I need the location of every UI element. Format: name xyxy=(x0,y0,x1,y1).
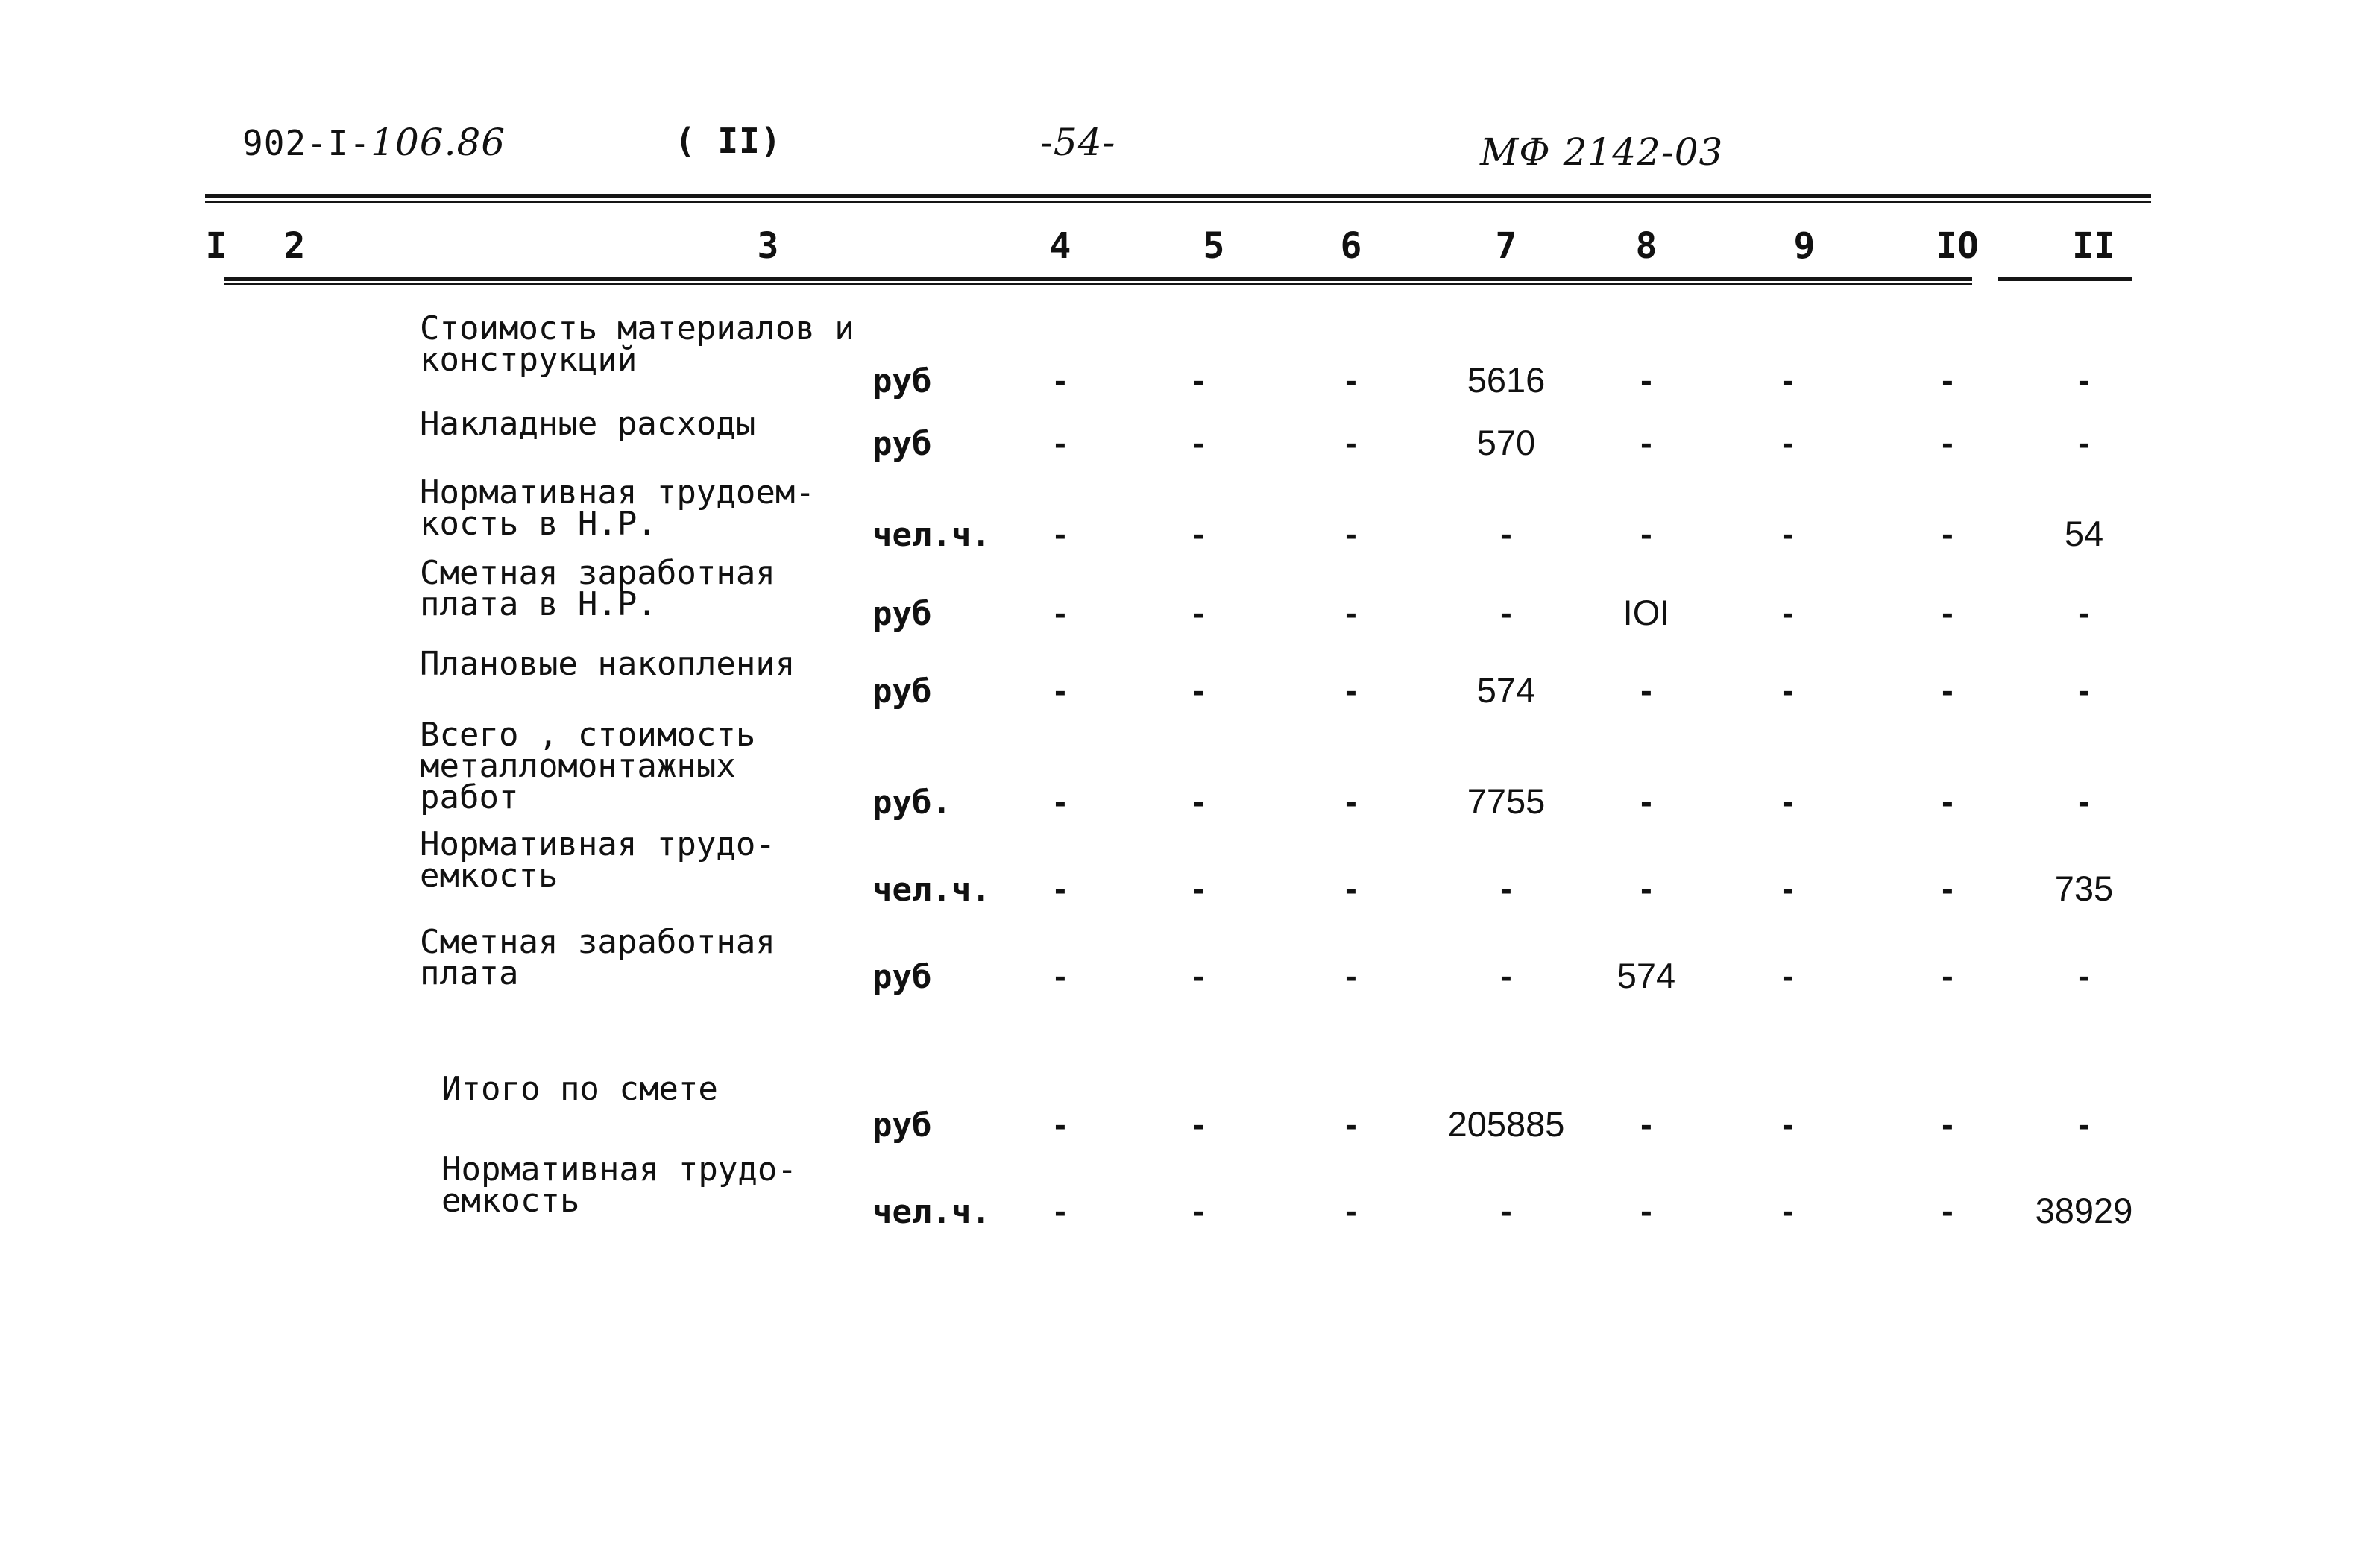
row-description: Нормативная трудо- емкость xyxy=(420,825,775,895)
table-cell: 7755 xyxy=(1467,781,1546,821)
table-cell: - xyxy=(1345,1104,1357,1144)
table-cell: - xyxy=(1345,1191,1357,1230)
table-cell: - xyxy=(1345,956,1357,995)
table-cell: - xyxy=(1054,593,1066,632)
table-cell: - xyxy=(1640,423,1652,462)
table-cell: - xyxy=(1640,670,1652,710)
table-cell: - xyxy=(1640,1191,1652,1230)
table-cell: - xyxy=(1054,1191,1066,1230)
table-cell: - xyxy=(1345,514,1357,553)
table-cell: - xyxy=(1345,869,1357,908)
column-number: 8 xyxy=(1635,225,1658,267)
column-number: 3 xyxy=(757,225,779,267)
row-description: Нормативная трудо- емкость xyxy=(441,1150,797,1220)
table-cell: - xyxy=(1640,360,1652,400)
column-number: IO xyxy=(1936,225,1979,267)
table-cell: - xyxy=(1782,593,1794,632)
row-unit: чел.ч. xyxy=(872,516,991,554)
table-cell: - xyxy=(1942,781,1954,821)
row-unit: чел.ч. xyxy=(872,871,991,909)
table-cell: - xyxy=(1500,1191,1512,1230)
top-rule xyxy=(205,194,2151,198)
table-cell: IOI xyxy=(1622,593,1670,632)
table-cell: - xyxy=(1782,869,1794,908)
table-cell: - xyxy=(1500,956,1512,995)
table-cell: - xyxy=(1193,781,1205,821)
row-unit: руб xyxy=(872,1106,932,1144)
table-cell: - xyxy=(1640,1104,1652,1144)
table-cell: - xyxy=(2078,670,2090,710)
column-number: II xyxy=(2072,225,2115,267)
table-cell: - xyxy=(1054,360,1066,400)
table-cell: - xyxy=(2078,781,2090,821)
table-cell: - xyxy=(1193,670,1205,710)
document-code-printed: 902-I- xyxy=(242,123,371,163)
column-number: 2 xyxy=(283,225,306,267)
column-number: I xyxy=(205,225,227,267)
table-cell: - xyxy=(1782,360,1794,400)
document-code-handwritten: 106.86 xyxy=(371,121,506,164)
table-cell: - xyxy=(2078,956,2090,995)
table-cell: 574 xyxy=(1616,956,1676,995)
table-cell: - xyxy=(2078,423,2090,462)
row-unit: руб xyxy=(872,673,932,711)
row-unit: чел.ч. xyxy=(872,1193,991,1231)
table-cell: - xyxy=(1782,670,1794,710)
table-cell: - xyxy=(1640,781,1652,821)
table-cell: - xyxy=(1942,514,1954,553)
table-cell: - xyxy=(1942,1191,1954,1230)
table-cell: - xyxy=(1782,1104,1794,1144)
table-cell: - xyxy=(1942,1104,1954,1144)
row-description: Сметная заработная плата xyxy=(420,923,775,992)
row-description: Плановые накопления xyxy=(420,645,796,683)
table-cell: 735 xyxy=(2054,869,2114,908)
column-header-rule xyxy=(224,277,1972,281)
row-description: Всего , стоимость металломонтажных работ xyxy=(420,716,756,816)
table-cell: 5616 xyxy=(1467,360,1546,400)
row-unit: руб xyxy=(872,595,932,633)
table-cell: - xyxy=(1054,670,1066,710)
table-cell: - xyxy=(1345,360,1357,400)
table-cell: - xyxy=(1782,514,1794,553)
table-cell: - xyxy=(1193,593,1205,632)
table-cell: - xyxy=(1193,514,1205,553)
table-cell: - xyxy=(1345,423,1357,462)
table-cell: - xyxy=(1500,593,1512,632)
row-unit: руб xyxy=(872,425,932,463)
table-cell: - xyxy=(1193,956,1205,995)
table-cell: - xyxy=(1054,423,1066,462)
table-cell: - xyxy=(1345,670,1357,710)
table-cell: - xyxy=(1942,360,1954,400)
column-number: 6 xyxy=(1340,225,1362,267)
table-cell: - xyxy=(1640,514,1652,553)
row-unit: руб xyxy=(872,958,932,996)
row-unit: руб xyxy=(872,362,932,400)
document-code xyxy=(242,121,506,164)
column-number: 7 xyxy=(1495,225,1517,267)
table-cell: - xyxy=(1500,869,1512,908)
table-cell: - xyxy=(1054,869,1066,908)
table-cell: - xyxy=(1054,956,1066,995)
table-cell: - xyxy=(1782,1191,1794,1230)
table-cell: - xyxy=(1193,360,1205,400)
table-cell: - xyxy=(1193,869,1205,908)
table-cell: - xyxy=(1193,423,1205,462)
row-description: Сметная заработная плата в Н.Р. xyxy=(420,554,775,623)
column-number: 9 xyxy=(1793,225,1816,267)
table-cell: - xyxy=(1345,593,1357,632)
table-cell: - xyxy=(1193,1191,1205,1230)
table-cell: - xyxy=(1942,869,1954,908)
column-number: 5 xyxy=(1203,225,1225,267)
table-cell: 54 xyxy=(2064,514,2104,553)
table-cell: - xyxy=(1640,869,1652,908)
row-unit: руб. xyxy=(872,784,951,822)
column-number: 4 xyxy=(1049,225,1071,267)
row-description: Нормативная трудоем- кость в Н.Р. xyxy=(420,473,815,543)
table-cell: - xyxy=(1942,593,1954,632)
top-rule-thin xyxy=(205,201,2151,203)
reference-code: МФ 2142-03 xyxy=(1480,130,1724,174)
column-header-rule-last xyxy=(1998,277,2132,281)
row-description: Накладные расходы xyxy=(420,405,756,443)
table-cell: - xyxy=(1942,670,1954,710)
row-description: Стоимость материалов и конструкций xyxy=(420,309,854,379)
table-cell: - xyxy=(1345,781,1357,821)
table-cell: - xyxy=(1782,423,1794,462)
table-cell: 570 xyxy=(1476,423,1536,462)
table-cell: 38929 xyxy=(2035,1191,2133,1230)
table-cell: 205885 xyxy=(1447,1104,1565,1144)
table-cell: - xyxy=(1500,514,1512,553)
table-cell: - xyxy=(1054,781,1066,821)
column-header-rule-thin xyxy=(224,283,1972,285)
table-cell: 574 xyxy=(1476,670,1536,710)
page-number: -54- xyxy=(1040,121,1116,164)
table-cell: - xyxy=(1942,423,1954,462)
table-cell: - xyxy=(2078,593,2090,632)
table-cell: - xyxy=(1054,1104,1066,1144)
section-number: ( II) xyxy=(675,121,782,161)
table-cell: - xyxy=(1782,781,1794,821)
table-cell: - xyxy=(2078,1104,2090,1144)
table-cell: - xyxy=(1782,956,1794,995)
table-cell: - xyxy=(1054,514,1066,553)
table-cell: - xyxy=(1942,956,1954,995)
table-cell: - xyxy=(1193,1104,1205,1144)
row-description: Итого по смете xyxy=(441,1070,718,1108)
table-cell: - xyxy=(2078,360,2090,400)
